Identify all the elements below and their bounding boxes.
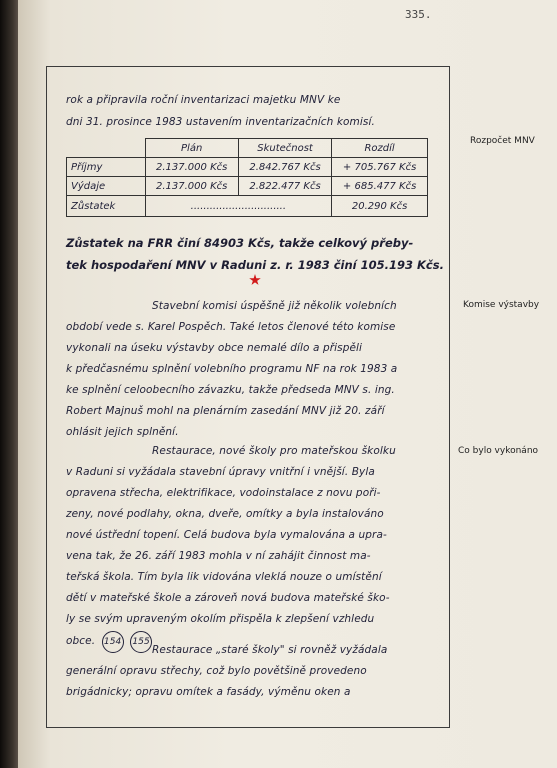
total-dots: .............................. [145, 196, 332, 217]
margin-note-budget: Rozpočet MNV [470, 136, 535, 146]
total-label: Zůstatek [67, 196, 146, 217]
diff-cell: + 705.767 Kčs [332, 158, 428, 177]
book-binding [0, 0, 18, 768]
text-line: dětí v mateřské škole a zároveň nová budova mateřské ško- [66, 592, 390, 604]
text-line: k předčasnému splnění volebního programu NF na rok 1983 a [66, 363, 398, 375]
text-line: Robert Majnuš mohl na plenárním zasedání MNV již 20. září [66, 405, 385, 417]
margin-note-commission: Komise výstavby [463, 300, 540, 310]
text-line: Restaurace „staré školy" si rovněž vyžádala [152, 644, 388, 656]
column-header: Plán [145, 139, 238, 158]
table-header-row [67, 139, 428, 158]
column-header: Skutečnost [238, 139, 331, 158]
text-line: Restaurace, nové školy pro mateřskou školku [152, 445, 396, 457]
row-label: Příjmy [67, 158, 146, 177]
actual-cell: 2.842.767 Kčs [238, 158, 331, 177]
column-header: Rozdíl [332, 139, 428, 158]
balance-line: tek hospodaření MNV v Raduni z. r. 1983 činí 105.193 Kčs. [66, 258, 444, 272]
text-line: brigádnicky; opravu omítek a fasády, výměnu oken a [66, 686, 351, 698]
balance-line: Zůstatek na FRR činí 84903 Kčs, takže celkový přeby- [66, 236, 414, 250]
table-row [67, 158, 428, 177]
text-line: Stavební komisi úspěšně již několik volebních [152, 300, 397, 312]
table-row [67, 177, 428, 196]
total-value: 20.290 Kčs [332, 196, 428, 217]
text-line: vena tak, že 26. září 1983 mohla v ní zahájit činnost ma- [66, 550, 371, 562]
text-line: nové ústřední topení. Celá budova byla vymalována a upra- [66, 529, 387, 541]
text-line [66, 631, 152, 653]
text-line: dni 31. prosince 1983 ustavením inventarizačních komisí. [66, 116, 375, 128]
plan-cell: 2.137.000 Kčs [145, 177, 238, 196]
text-line: období vede s. Karel Pospěch. Také letos členové této komise [66, 321, 396, 333]
text-line: teřská škola. Tím byla lik vidována vleklá nouze o umístění [66, 571, 382, 583]
row-label: Výdaje [67, 177, 146, 196]
text-line: rok a připravila roční inventarizaci majetku MNV ke [66, 94, 341, 106]
text-line: ly se svým upraveným okolím přispěla k zlepšení vzhledu [66, 613, 375, 625]
text-line: vykonali na úseku výstavby obce nemalé dílo a přispěli [66, 342, 363, 354]
actual-cell: 2.822.477 Kčs [238, 177, 331, 196]
text-line: v Raduni si vyžádala stavební úpravy vnitřní i vnější. Byla [66, 466, 375, 478]
photo-ref-badge: 154 [102, 631, 124, 653]
budget-table [66, 138, 428, 217]
total-row [67, 196, 428, 217]
text-line: zeny, nové podlahy, okna, dveře, omítky a byla instalováno [66, 508, 384, 520]
photo-ref-badge: 155 [130, 631, 152, 653]
text-fragment: obce. [66, 635, 96, 647]
page-number: 335. [405, 8, 432, 21]
text-line: ke splnění celoobecního závazku, takže předseda MNV s. ing. [66, 384, 395, 396]
plan-cell: 2.137.000 Kčs [145, 158, 238, 177]
diff-cell: + 685.477 Kčs [332, 177, 428, 196]
text-line: ohlásit jejich splnění. [66, 426, 179, 438]
margin-note-done: Co bylo vykonáno [458, 446, 539, 456]
text-line: generální opravu střechy, což bylo povětšině provedeno [66, 665, 367, 677]
text-line: opravena střecha, elektrifikace, vodoinstalace z novu poři- [66, 487, 381, 499]
